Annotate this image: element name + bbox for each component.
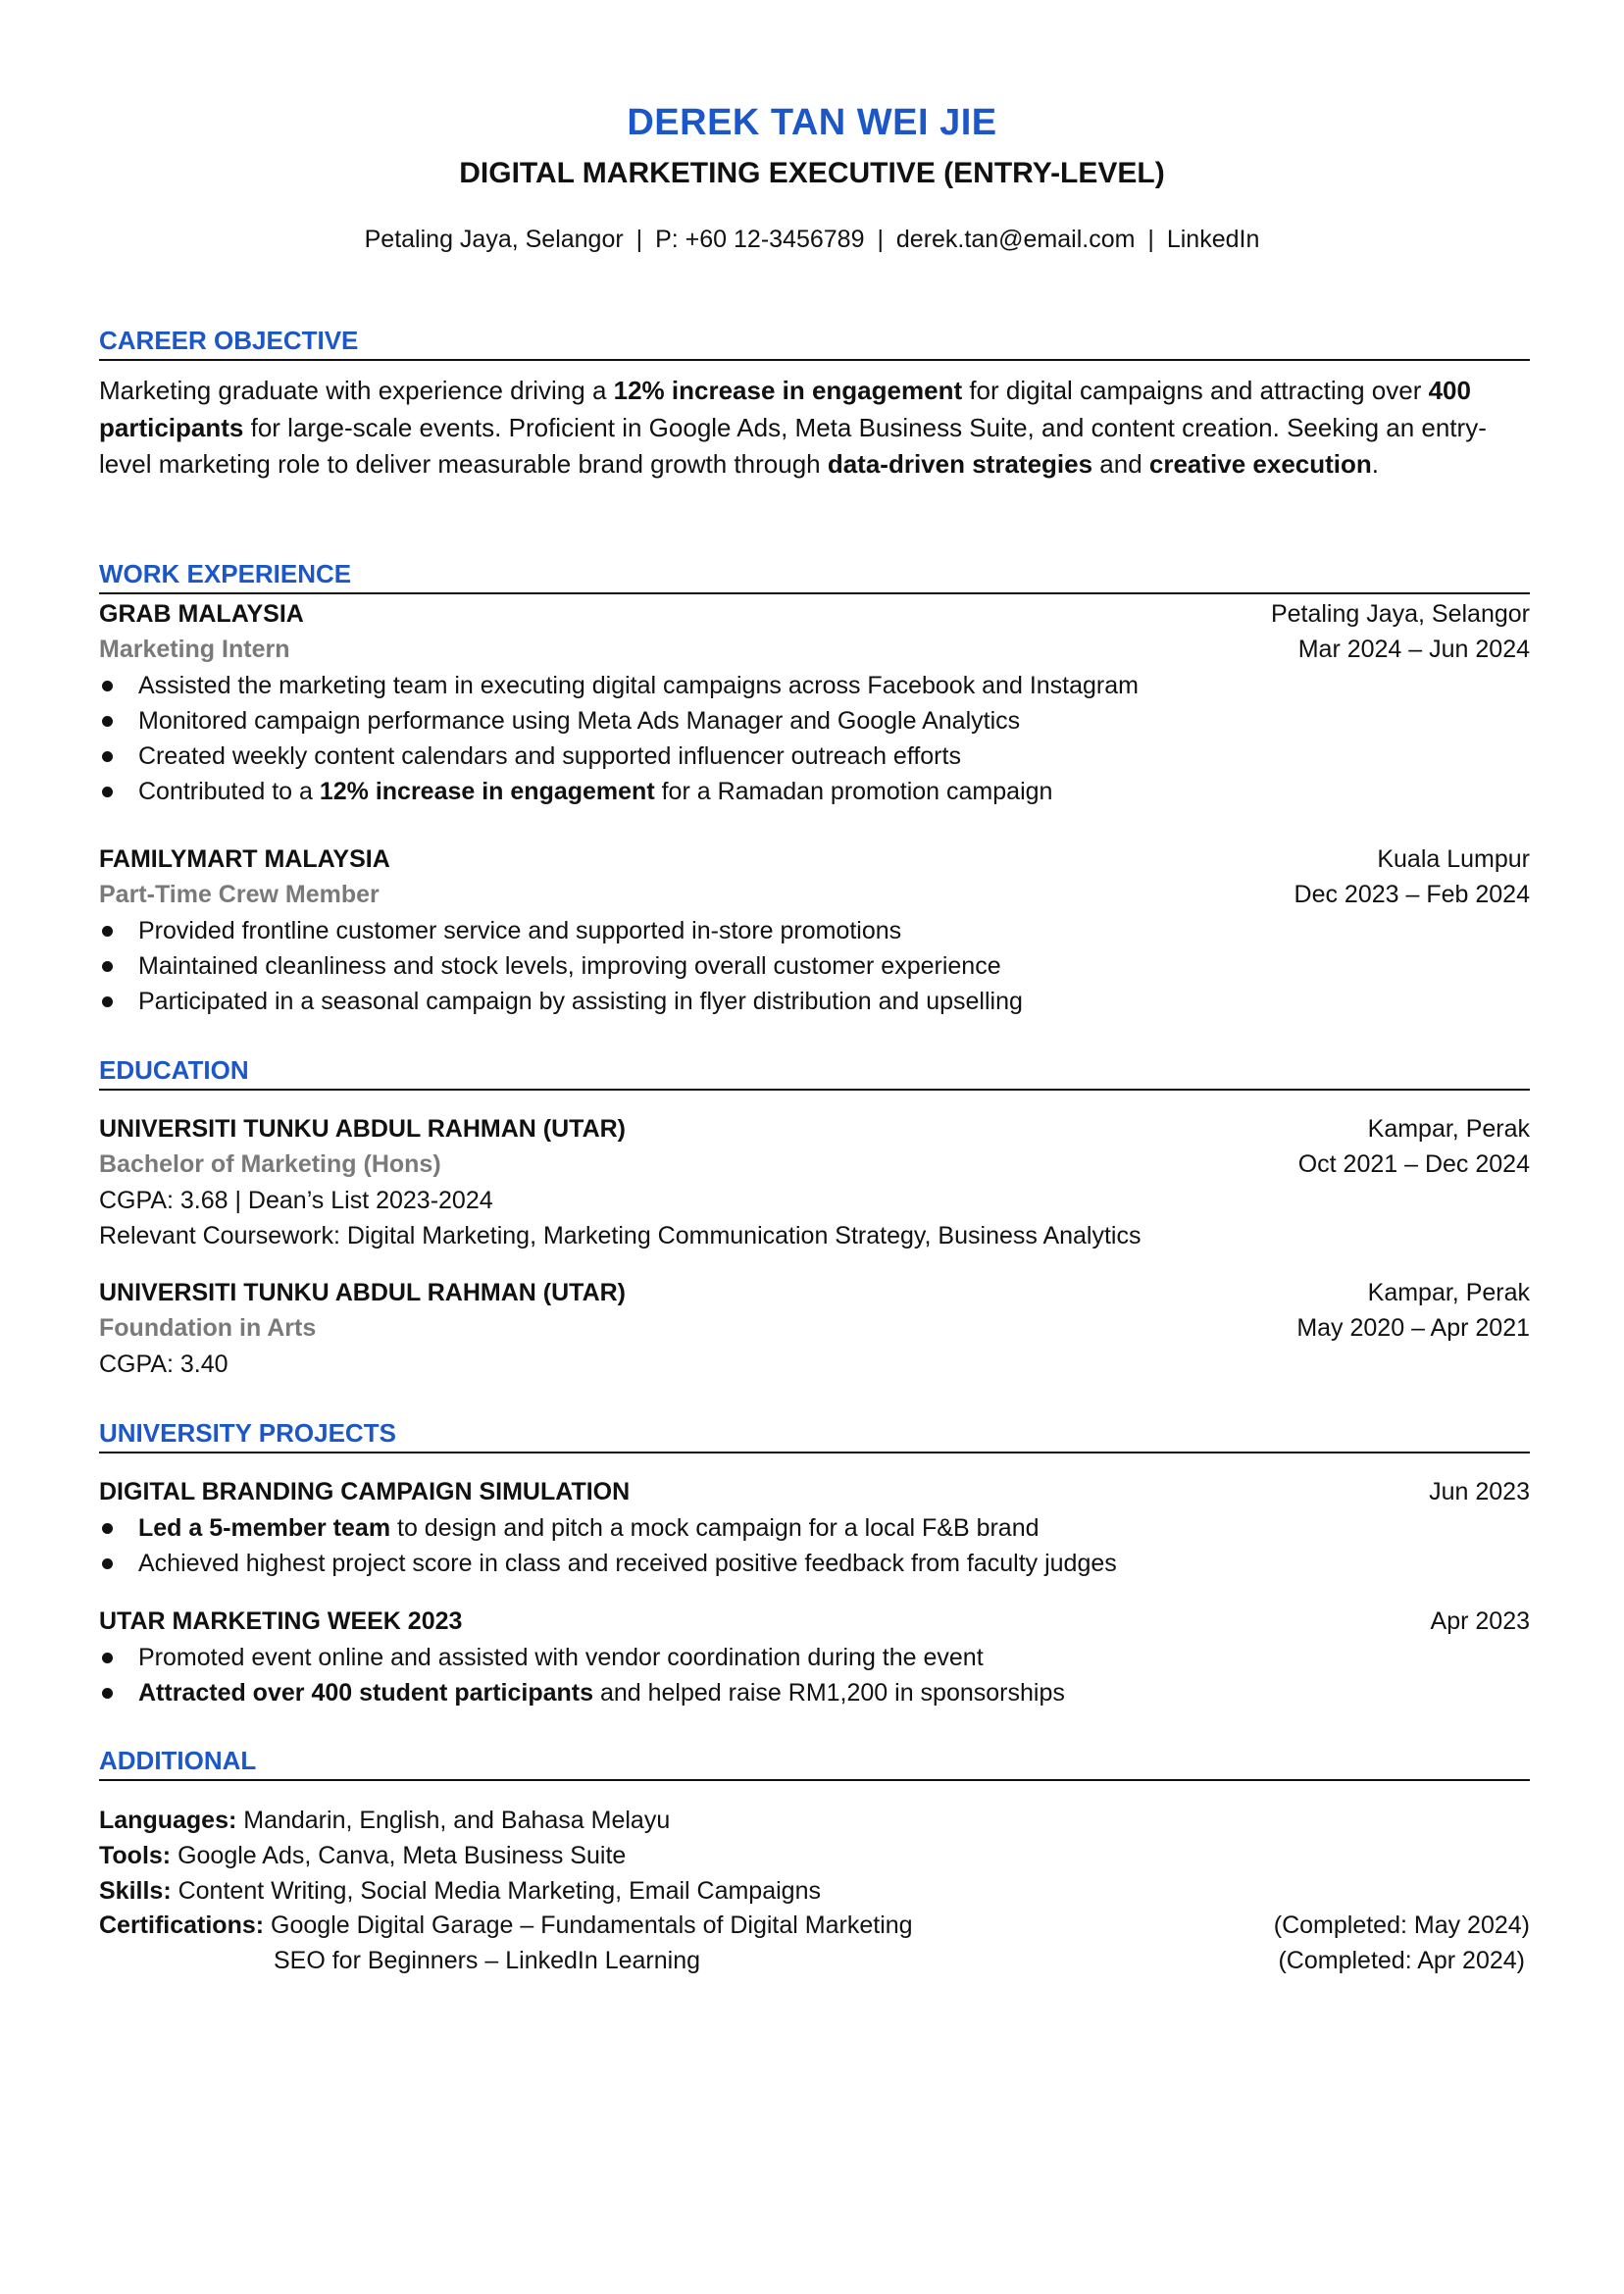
section-heading-objective: CAREER OBJECTIVE — [99, 326, 1530, 361]
bullet-dot-icon — [102, 996, 113, 1007]
edu-coursework: Relevant Coursework: Digital Marketing, Marketing Communication Strategy, Business Analytics — [99, 1222, 1142, 1249]
job-bullets — [99, 668, 1530, 809]
section-heading-work: WORK EXPERIENCE — [99, 559, 1530, 594]
bullet-dot-icon — [102, 787, 113, 797]
bullet-text: to design and pitch a mock campaign for a local F&B brand — [390, 1514, 1040, 1542]
bullet-dot-icon — [102, 1523, 113, 1534]
bullet-text: Achieved highest project score in class and received positive feedback from faculty judges — [138, 1550, 1117, 1577]
job-bullets — [99, 913, 1530, 1019]
bullet-dot-icon — [102, 1558, 113, 1569]
objective-highlight: data-driven strategies — [827, 449, 1093, 479]
section-heading-projects: UNIVERSITY PROJECTS — [99, 1418, 1530, 1453]
job-role: Part-Time Crew Member — [99, 881, 380, 908]
project-date: Apr 2023 — [1430, 1607, 1530, 1635]
edu-degree: Foundation in Arts — [99, 1314, 317, 1342]
edu-header — [99, 1112, 1530, 1146]
objective-paragraph — [99, 373, 1530, 484]
list-item — [99, 774, 1530, 809]
certification-row — [99, 1909, 1530, 1944]
bullet-highlight: Attracted over 400 student participants — [138, 1679, 594, 1707]
job-dates: Dec 2023 – Feb 2024 — [1294, 881, 1530, 908]
project-date: Jun 2023 — [1429, 1478, 1530, 1505]
list-item — [99, 1675, 1530, 1710]
edu-cgpa: CGPA: 3.68 | Dean’s List 2023-2024 — [99, 1187, 493, 1214]
contact-separator: | — [635, 226, 643, 253]
project-header — [99, 1605, 1530, 1638]
section-heading-education: EDUCATION — [99, 1055, 1530, 1091]
edu-cgpa: CGPA: 3.40 — [99, 1351, 228, 1378]
certification-name: Google Digital Garage – Fundamentals of Digital Marketing — [271, 1912, 913, 1939]
list-item — [99, 1640, 1530, 1675]
objective-highlight: 12% increase in engagement — [613, 376, 963, 405]
bullet-text: Monitored campaign performance using Meta Ads Manager and Google Analytics — [138, 707, 1021, 735]
bullet-highlight: Led a 5-member team — [138, 1514, 391, 1542]
list-item — [99, 1546, 1530, 1581]
list-item — [99, 984, 1530, 1019]
certification-status: (Completed: Apr 2024) — [1278, 1947, 1525, 1974]
section-heading-additional: ADDITIONAL — [99, 1746, 1530, 1781]
bullet-text: and helped raise RM1,200 in sponsorships — [593, 1679, 1065, 1707]
contact-linkedin[interactable]: LinkedIn — [1166, 226, 1260, 253]
job-org: FAMILYMART MALAYSIA — [99, 845, 390, 873]
certification-status: (Completed: May 2024) — [1273, 1912, 1530, 1939]
objective-text: . — [1371, 449, 1380, 479]
job-header — [99, 597, 1530, 631]
languages-value: Mandarin, English, and Bahasa Melayu — [236, 1807, 671, 1834]
edu-dates: Oct 2021 – Dec 2024 — [1297, 1150, 1530, 1178]
certification-row — [99, 1944, 1530, 1979]
project-bullets — [99, 1640, 1530, 1710]
job-role-row — [99, 878, 1530, 911]
tools-line — [99, 1838, 1530, 1873]
list-item — [99, 913, 1530, 948]
languages-label: Languages: — [99, 1807, 237, 1834]
objective-text: for digital campaigns and attracting over — [962, 376, 1429, 405]
list-item — [99, 739, 1530, 774]
bullet-text: Created weekly content calendars and supported influencer outreach efforts — [138, 742, 961, 770]
edu-location: Kampar, Perak — [1367, 1279, 1530, 1306]
certifications-label: Certifications: — [99, 1912, 265, 1939]
skills-value: Content Writing, Social Media Marketing, Email Campaigns — [171, 1877, 821, 1905]
certification-entry — [99, 1909, 913, 1942]
contact-phone: P: +60 12-3456789 — [655, 226, 865, 253]
bullet-dot-icon — [102, 926, 113, 937]
bullet-text: Participated in a seasonal campaign by assisting in flyer distribution and upselling — [138, 988, 1023, 1015]
project-name: DIGITAL BRANDING CAMPAIGN SIMULATION — [99, 1478, 631, 1505]
bullet-text: Assisted the marketing team in executing digital campaigns across Facebook and Instagram — [138, 672, 1139, 699]
objective-highlight: 400 participants — [99, 376, 1471, 442]
job-org: GRAB MALAYSIA — [99, 600, 304, 628]
edu-institution: UNIVERSITI TUNKU ABDUL RAHMAN (UTAR) — [99, 1115, 626, 1143]
project-bullets — [99, 1510, 1530, 1581]
edu-degree: Bachelor of Marketing (Hons) — [99, 1150, 441, 1178]
bullet-dot-icon — [102, 681, 113, 691]
list-item — [99, 703, 1530, 739]
skills-line — [99, 1873, 1530, 1909]
contact-line — [0, 226, 1624, 254]
tools-label: Tools: — [99, 1842, 172, 1869]
objective-text: Marketing graduate with experience driving a — [99, 376, 614, 405]
job-role: Marketing Intern — [99, 636, 290, 663]
job-header — [99, 842, 1530, 876]
skills-label: Skills: — [99, 1877, 172, 1905]
project-name: UTAR MARKETING WEEK 2023 — [99, 1607, 463, 1635]
bullet-dot-icon — [102, 1653, 113, 1663]
job-location: Petaling Jaya, Selangor — [1270, 600, 1530, 628]
list-item — [99, 948, 1530, 984]
contact-separator: | — [1147, 226, 1154, 253]
edu-location: Kampar, Perak — [1367, 1115, 1530, 1143]
edu-institution: UNIVERSITI TUNKU ABDUL RAHMAN (UTAR) — [99, 1279, 626, 1306]
bullet-text: Contributed to a — [138, 778, 320, 805]
edu-degree-row — [99, 1147, 1530, 1181]
job-dates: Mar 2024 – Jun 2024 — [1297, 636, 1530, 663]
bullet-highlight: 12% increase in engagement — [319, 778, 655, 805]
bullet-text: for a Ramadan promotion campaign — [654, 778, 1053, 805]
job-role-row — [99, 633, 1530, 666]
list-item — [99, 668, 1530, 703]
project-header — [99, 1475, 1530, 1508]
job-title: DIGITAL MARKETING EXECUTIVE (ENTRY-LEVEL) — [459, 157, 1165, 189]
bullet-text: Provided frontline customer service and supported in-store promotions — [138, 917, 902, 944]
contact-location: Petaling Jaya, Selangor — [364, 226, 624, 253]
objective-text: for large-scale events. Proficient in Google Ads, Meta Business Suite, and content creation. Seeking an entry-level marketing role to deliver measurable brand growth through — [99, 412, 1487, 479]
bullet-dot-icon — [102, 751, 113, 762]
bullet-dot-icon — [102, 961, 113, 972]
tools-value: Google Ads, Canva, Meta Business Suite — [171, 1842, 627, 1869]
job-location: Kuala Lumpur — [1377, 845, 1530, 873]
bullet-dot-icon — [102, 1688, 113, 1699]
languages-line — [99, 1803, 1530, 1838]
bullet-text: Promoted event online and assisted with vendor coordination during the event — [138, 1644, 984, 1671]
certification-name: SEO for Beginners – LinkedIn Learning — [274, 1947, 700, 1974]
bullet-text: Maintained cleanliness and stock levels, improving overall customer experience — [138, 952, 1001, 980]
candidate-name: DEREK TAN WEI JIE — [627, 102, 997, 143]
edu-header — [99, 1276, 1530, 1309]
edu-dates: May 2020 – Apr 2021 — [1296, 1314, 1530, 1342]
contact-separator: | — [877, 226, 884, 253]
objective-text: and — [1092, 449, 1149, 479]
bullet-dot-icon — [102, 716, 113, 727]
edu-degree-row — [99, 1311, 1530, 1345]
contact-email[interactable]: derek.tan@email.com — [895, 226, 1136, 253]
objective-highlight: creative execution — [1148, 449, 1372, 479]
list-item — [99, 1510, 1530, 1546]
